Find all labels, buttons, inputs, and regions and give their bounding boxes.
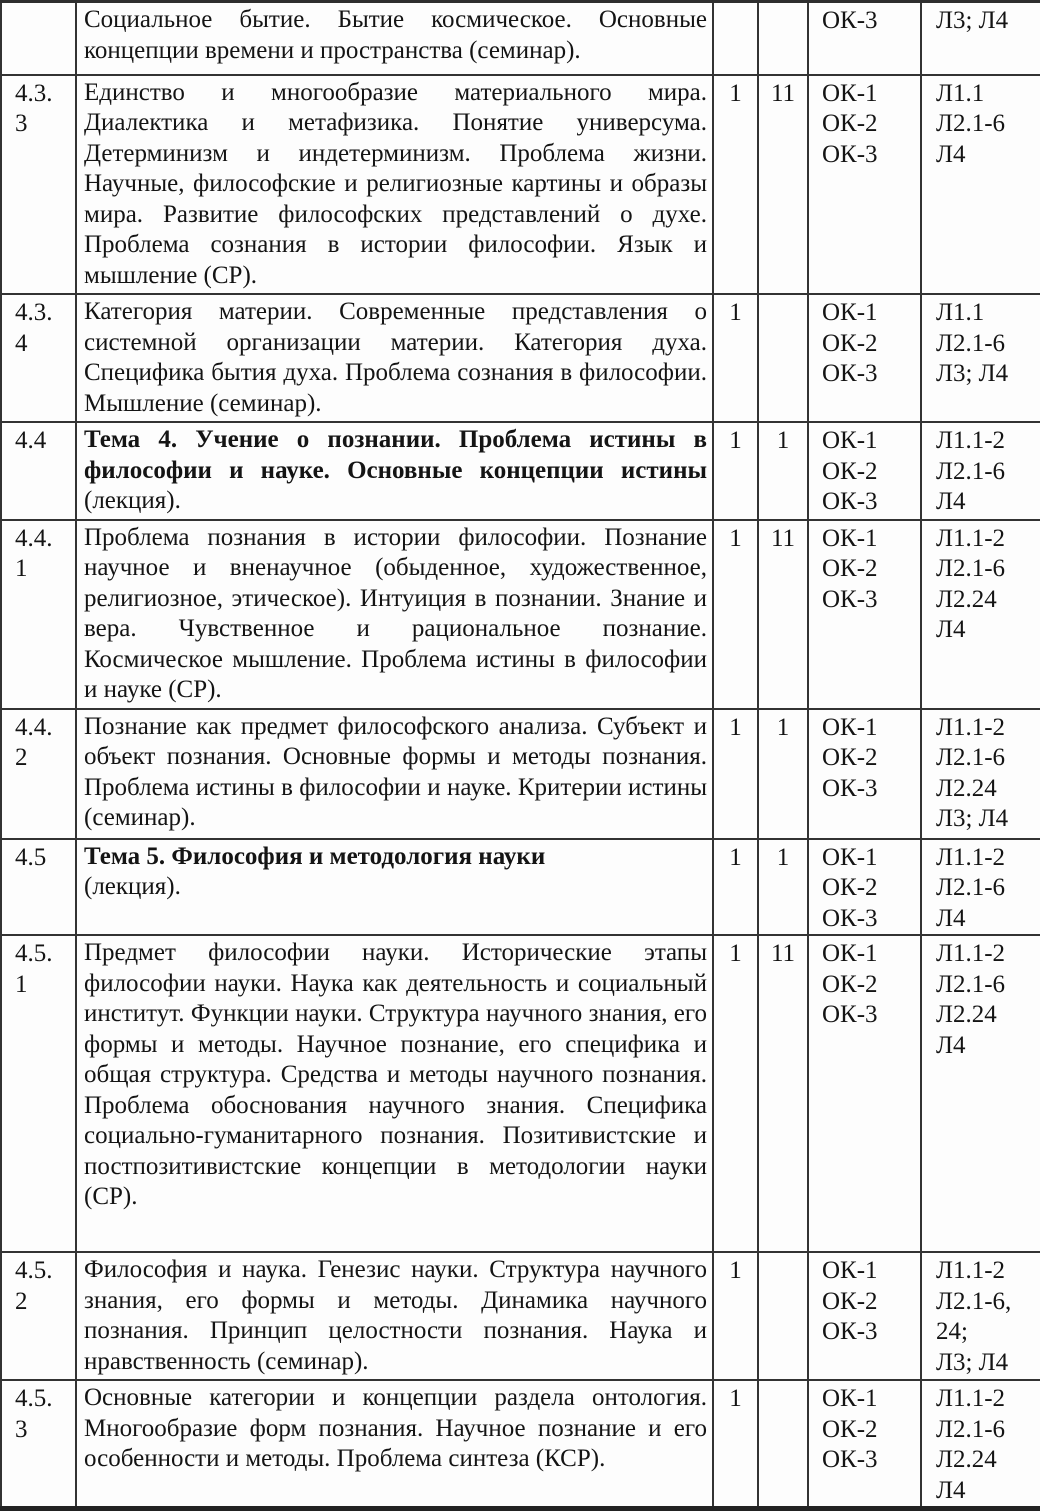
topic-text: Категория материи. Современные представления о системной организации материи. Категория духа. Специфика бытия духа. Проблема сознания в философии. Мышление (семинар). — [84, 298, 707, 417]
hours-cell-2 — [758, 935, 808, 1252]
competency-item: ОК-3 — [822, 1446, 878, 1473]
literature-item: Л1.1 — [936, 299, 985, 326]
competency-item: ОК-2 — [822, 744, 878, 771]
row-number: 4.3.3 — [15, 79, 53, 137]
hours-cell-1 — [713, 75, 758, 295]
competency-item: ОК-2 — [822, 329, 878, 357]
hours-cell-2 — [758, 709, 808, 839]
competency-item: ОК-1 — [822, 940, 878, 967]
competencies-cell — [808, 422, 921, 520]
hours-cell-1 — [713, 709, 758, 839]
literature-item: Л3; Л4 — [936, 7, 1009, 34]
hours-value-2: 1 — [776, 713, 790, 741]
competency-item: ОК-2 — [822, 457, 878, 485]
literature-item: Л2.24 — [936, 1001, 997, 1028]
literature-item: Л1.1-2 — [936, 1385, 1006, 1412]
competency-item: ОК-3 — [822, 7, 878, 34]
table-row — [1, 1252, 1040, 1380]
hours-cell-2 — [758, 520, 808, 709]
competency-item: ОК-1 — [822, 843, 878, 871]
topic-cell — [76, 709, 713, 839]
row-number: 4.3.4 — [15, 299, 53, 357]
literature-cell — [921, 839, 1040, 936]
hours-value-1: 1 — [729, 427, 742, 454]
competencies-cell — [808, 1252, 921, 1380]
table-row — [1, 2, 1040, 75]
hours-cell-1 — [713, 2, 758, 75]
literature-item: Л4 — [936, 904, 966, 932]
competency-item: ОК-1 — [822, 299, 878, 326]
literature-item: Л1.1 — [936, 79, 985, 107]
row-number-cell — [1, 935, 76, 1252]
row-number-cell — [1, 2, 76, 75]
competency-item: ОК-3 — [822, 904, 878, 932]
literature-item: Л2.1-6 — [936, 457, 1006, 485]
literature-item: Л2.1-6 — [936, 874, 1006, 901]
hours-cell-1 — [713, 1252, 758, 1380]
literature-item: Л4 — [936, 1476, 966, 1504]
literature-item: Л1.1-2 — [936, 524, 1006, 552]
hours-value-1: 1 — [729, 1257, 742, 1284]
topic-text: Философия и наука. Генезис науки. Структура научного знания, его формы и методы. Динамика научного познания. Принцип целостности познания. Наука и нравственность (семинар). — [84, 1256, 707, 1375]
row-number: 4.4.2 — [15, 713, 53, 771]
competency-item: ОК-3 — [822, 774, 878, 802]
row-number-cell — [1, 709, 76, 839]
topic-text: Основные категории и концепции раздела онтология. Многообразие форм познания. Научное познание и его особенности и методы. Проблема синтеза (КСР). — [84, 1384, 707, 1472]
row-number: 4.4 — [15, 427, 47, 454]
row-number: 4.5.2 — [15, 1257, 53, 1315]
row-number: 4.5.1 — [15, 940, 53, 998]
hours-cell-1 — [713, 294, 758, 422]
competency-item: ОК-3 — [822, 1001, 878, 1028]
literature-item: Л2.24 — [936, 585, 997, 613]
literature-item: Л1.1-2 — [936, 427, 1006, 454]
competency-item: ОК-3 — [822, 1318, 878, 1345]
competency-item: ОК-1 — [822, 79, 878, 107]
topic-text: (лекция). — [84, 487, 181, 514]
literature-cell — [921, 1252, 1040, 1380]
hours-value-1: 1 — [729, 79, 742, 107]
literature-cell — [921, 709, 1040, 839]
hours-cell-1 — [713, 422, 758, 520]
competency-item: ОК-1 — [822, 1385, 878, 1412]
literature-item: Л2.1-6 — [936, 1415, 1006, 1443]
literature-item: 24; — [936, 1318, 968, 1345]
competency-item: ОК-2 — [822, 1415, 878, 1443]
competencies-cell — [808, 1380, 921, 1509]
hours-value-1: 1 — [729, 1385, 742, 1412]
hours-cell-1 — [713, 520, 758, 709]
row-number: 4.5 — [15, 843, 47, 871]
hours-cell-2 — [758, 839, 808, 936]
literature-item: Л4 — [936, 616, 966, 643]
literature-cell — [921, 2, 1040, 75]
competency-item: ОК-1 — [822, 524, 878, 552]
table-row — [1, 294, 1040, 422]
topic-text: Единство и многообразие материального мира. Диалектика и метафизика. Понятие универсума. Детерминизм и индетерминизм. Проблема жизни. Научные, философские и религиозные картины и образы мира. Развитие философских представлений о духе. Проблема сознания в истории философии. Язык и мышление (СР). — [84, 78, 707, 289]
table-row — [1, 520, 1040, 709]
literature-item: Л4 — [936, 1031, 966, 1059]
hours-value-2: 11 — [770, 940, 796, 967]
literature-item: Л2.1-6 — [936, 110, 1006, 137]
topic-cell — [76, 520, 713, 709]
competencies-cell — [808, 520, 921, 709]
literature-cell — [921, 935, 1040, 1252]
row-number-cell — [1, 75, 76, 295]
literature-item: Л2.24 — [936, 774, 997, 802]
competencies-cell — [808, 2, 921, 75]
competency-item: ОК-2 — [822, 874, 878, 901]
row-number-cell — [1, 1252, 76, 1380]
topic-text: Предмет философии науки. Исторические этапы философии науки. Наука как деятельность и социальный институт. Функции науки. Структура научного знания, его формы и методы. Научное познание, его специфика и общая структура. Средства и методы научного познания. Проблема обоснования научного знания. Специфика социально-гуманитарного познания. Позитивистские и постпозитивистские концепции в методологии науки (СР). — [84, 939, 707, 1210]
hours-value-2: 1 — [776, 427, 790, 454]
competency-item: ОК-2 — [822, 1287, 878, 1315]
topic-text: Проблема познания в истории философии. Познание научное и вненаучное (обыденное, художественное, религиозное, этическое). Интуиция в познании. Знание и вера. Чувственное и рациональное познание. Космическое мышление. Проблема истины в философии и науке (СР). — [84, 523, 707, 703]
competency-item: ОК-3 — [822, 140, 878, 168]
literature-item: Л2.1-6, — [936, 1287, 1012, 1315]
literature-cell — [921, 75, 1040, 295]
literature-item: Л4 — [936, 140, 966, 168]
literature-item: Л1.1-2 — [936, 940, 1006, 967]
topic-cell — [76, 935, 713, 1252]
hours-cell-2 — [758, 1380, 808, 1509]
hours-cell-1 — [713, 839, 758, 936]
literature-cell — [921, 520, 1040, 709]
hours-value-2: 11 — [770, 524, 796, 552]
table-row — [1, 709, 1040, 839]
competency-item: ОК-3 — [822, 360, 878, 387]
literature-item: Л2.1-6 — [936, 329, 1006, 357]
literature-item: Л1.1-2 — [936, 843, 1006, 871]
topic-text: (лекция). — [84, 873, 181, 900]
competency-item: ОК-2 — [822, 970, 878, 998]
table-row — [1, 839, 1040, 936]
hours-value-1: 1 — [729, 524, 742, 552]
row-number: 4.4.1 — [15, 524, 53, 582]
hours-cell-2 — [758, 1252, 808, 1380]
row-number: 4.5.3 — [15, 1385, 53, 1443]
row-number-cell — [1, 422, 76, 520]
literature-item: Л1.1-2 — [936, 713, 1006, 741]
competency-item: ОК-3 — [822, 585, 878, 613]
competency-item: ОК-1 — [822, 427, 878, 454]
topic-cell — [76, 294, 713, 422]
topic-text: Познание как предмет философского анализа. Субъект и объект познания. Основные формы и методы познания. Проблема истины в философии и науке. Критерии истины (семинар). — [84, 712, 707, 831]
hours-value-1: 1 — [729, 299, 742, 326]
topic-cell — [76, 422, 713, 520]
topic-title-bold: Тема 4. Учение о познании. Проблема истины в философии и науке. Основные концепции истины — [84, 426, 707, 484]
literature-item: Л1.1-2 — [936, 1257, 1006, 1284]
topic-cell — [76, 839, 713, 936]
row-number-cell — [1, 294, 76, 422]
hours-cell-1 — [713, 935, 758, 1252]
literature-cell — [921, 1380, 1040, 1509]
hours-value-2: 11 — [770, 79, 796, 107]
literature-item: Л4 — [936, 488, 966, 515]
hours-cell-1 — [713, 1380, 758, 1509]
hours-value-1: 1 — [729, 713, 742, 741]
competency-item: ОК-2 — [822, 555, 878, 582]
literature-item: Л2.1-6 — [936, 744, 1006, 771]
literature-cell — [921, 422, 1040, 520]
literature-item: Л3; Л4 — [936, 805, 1009, 832]
competencies-cell — [808, 935, 921, 1252]
topic-cell — [76, 75, 713, 295]
competency-item: ОК-3 — [822, 488, 878, 515]
table-row — [1, 1380, 1040, 1509]
hours-value-2: 1 — [776, 843, 790, 871]
row-number-cell — [1, 520, 76, 709]
table-row — [1, 935, 1040, 1252]
literature-item: Л2.1-6 — [936, 970, 1006, 998]
topic-title-bold: Тема 5. Философия и методология науки — [84, 842, 546, 870]
hours-value-1: 1 — [729, 940, 742, 967]
competency-item: ОК-1 — [822, 713, 878, 741]
literature-item: Л2.24 — [936, 1446, 997, 1473]
hours-value-1: 1 — [729, 843, 742, 871]
literature-item: Л2.1-6 — [936, 555, 1006, 582]
competencies-cell — [808, 294, 921, 422]
table-body — [1, 2, 1040, 1509]
competencies-cell — [808, 75, 921, 295]
competencies-cell — [808, 709, 921, 839]
hours-cell-2 — [758, 2, 808, 75]
topic-cell — [76, 2, 713, 75]
literature-item: Л3; Л4 — [936, 360, 1009, 387]
literature-item: Л3; Л4 — [936, 1348, 1009, 1376]
hours-cell-2 — [758, 294, 808, 422]
hours-cell-2 — [758, 75, 808, 295]
row-number-cell — [1, 1380, 76, 1509]
topic-cell — [76, 1380, 713, 1509]
hours-cell-2 — [758, 422, 808, 520]
competency-item: ОК-2 — [822, 110, 878, 137]
competency-item: ОК-1 — [822, 1257, 878, 1284]
competencies-cell — [808, 839, 921, 936]
topic-cell — [76, 1252, 713, 1380]
row-number-cell — [1, 839, 76, 936]
table-row — [1, 75, 1040, 295]
table-row — [1, 422, 1040, 520]
topic-text: Социальное бытие. Бытие космическое. Основные концепции времени и пространства (семинар). — [84, 6, 707, 64]
literature-cell — [921, 294, 1040, 422]
